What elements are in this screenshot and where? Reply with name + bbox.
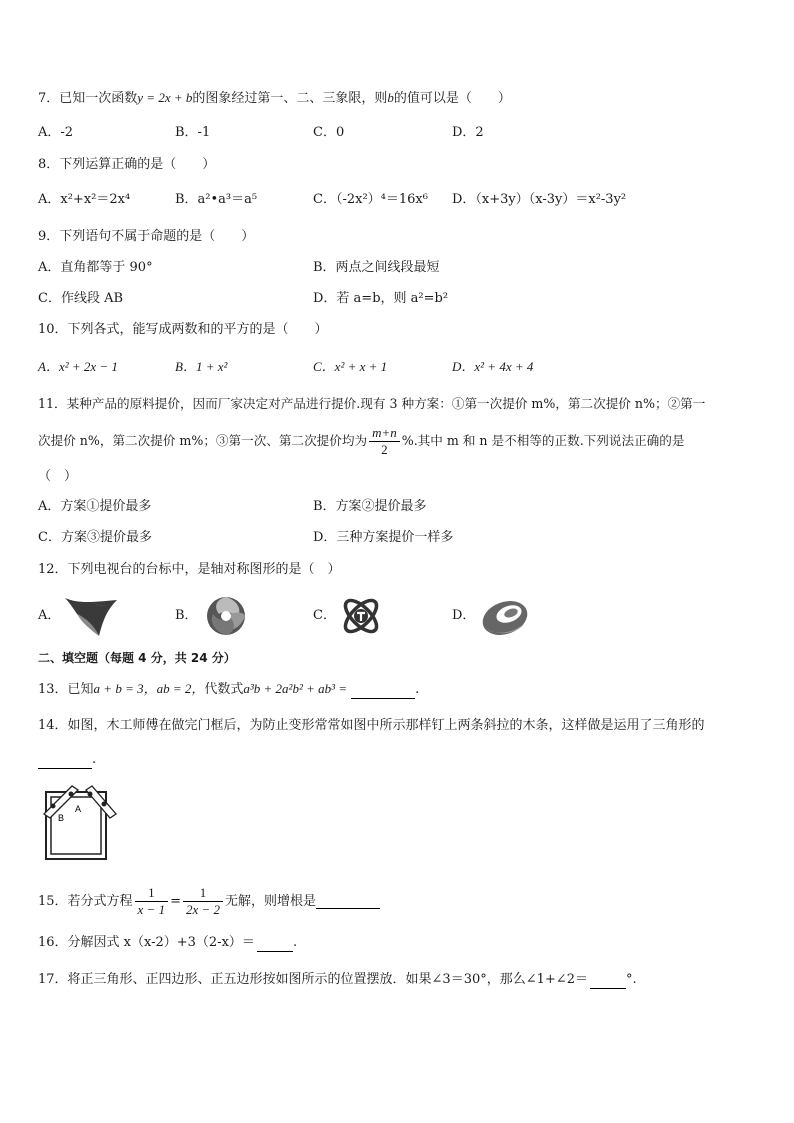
q8-option-b: B．a²•a³＝a⁵ (175, 192, 258, 207)
q9-option-d: D．若 a=b，则 a²=b² (313, 291, 449, 306)
q15-numerator-left: 1 (135, 885, 169, 902)
q17-end: °. (625, 972, 637, 987)
q16-answer-blank[interactable] (257, 937, 293, 952)
q7-variable: b (387, 90, 394, 105)
q11-option-b: B．方案②提价最多 (313, 499, 427, 514)
q7-stem (38, 89, 511, 108)
q8-stem: 8．下列运算正确的是（ ） (38, 157, 216, 172)
q15-numerator-right: 1 (183, 885, 223, 902)
q15-denominator-left: x − 1 (137, 902, 166, 917)
q11-line3: （ ） (38, 469, 78, 484)
q11-line2-pre: 次提价 n%，第二次提价 m%；③第一次、第二次提价均为 (38, 433, 368, 448)
q15-denominator-right: 2x − 2 (186, 902, 221, 917)
q14-answer-blank[interactable] (38, 754, 92, 769)
q15-post: 无解，则增根是 (225, 894, 317, 909)
q12-stem: 12．下列电视台的台标中，是轴对称图形的是（ ） (38, 562, 341, 577)
q8-option-c: C．（-2x²）⁴＝16x⁶ (313, 192, 428, 207)
q7-option-a: A．-2 (38, 125, 74, 140)
door-frame-figure (40, 784, 120, 864)
q15-equals: = (170, 894, 181, 909)
q13-pre: 13．已知 (38, 682, 94, 697)
q12-option-c: C． (313, 608, 336, 623)
q15-pre: 15．若分式方程 (38, 894, 133, 909)
q9-option-c: C．作线段 AB (38, 291, 124, 306)
q11-line2-post: %.其中 m 和 n 是不相等的正数.下列说法正确的是 (401, 433, 685, 448)
q17-answer-blank[interactable] (590, 974, 626, 989)
q10-option-b: B．1 + x² (175, 359, 228, 374)
q7-stem-pre: 7．已知一次函数 (38, 91, 138, 106)
q8-option-d: D．（x+3y）（x-3y）＝x²-3y² (452, 192, 627, 207)
q8-option-a: A．x²+x²＝2x⁴ (38, 192, 131, 207)
q11-option-a: A．方案①提价最多 (38, 499, 152, 514)
q9-option-b: B．两点之间线段最短 (313, 260, 440, 275)
q16-text (38, 934, 297, 952)
q15-answer-blank[interactable] (316, 894, 380, 909)
q17-stem: 17．将正三角形、正四边形、正五边形按如图所示的位置摆放．如果∠3＝30°，那么∠1+∠2＝ (38, 972, 588, 987)
q11-fraction-denominator: 2 (381, 442, 388, 457)
q10-stem: 10．下列各式，能写成两数和的平方的是（ ） (38, 322, 328, 337)
tv-logo-b-icon (203, 594, 249, 638)
section-2-heading: 二、填空题（每题 4 分，共 24 分） (38, 651, 236, 665)
tv-logo-a-icon (63, 594, 121, 638)
q12-option-d: D． (452, 608, 476, 623)
q11-fraction (369, 425, 400, 458)
q7-option-d: D．2 (452, 125, 484, 140)
q15-fraction-right (183, 885, 223, 918)
q10-option-a: A．x² + 2x − 1 (38, 359, 118, 374)
q12-option-b: B． (175, 608, 198, 623)
q14-line2 (38, 751, 96, 769)
q10-option-d: D．x² + 4x + 4 (452, 359, 534, 374)
tv-logo-d-icon (478, 592, 534, 638)
q13-mid: 代数式 (204, 682, 244, 697)
q11-fraction-numerator: m+n (369, 425, 400, 442)
q7-option-b: B．-1 (175, 125, 211, 140)
q13-condition: a + b = 3，ab = 2， (93, 681, 205, 696)
q9-option-a: A．直角都等于 90° (38, 260, 153, 275)
q11-option-c: C．方案③提价最多 (38, 530, 152, 545)
figure-label-b: B (58, 813, 65, 823)
q16-stem: 16．分解因式 x（x-2）+3（2-x）＝ (38, 935, 255, 950)
q7-stem-post: 的值可以是（ ） (393, 91, 511, 106)
tv-logo-c-icon (338, 594, 384, 638)
q10-option-c: C．x² + x + 1 (313, 359, 388, 374)
q14-end: . (92, 752, 97, 767)
q13-text (38, 680, 419, 699)
q13-answer-blank[interactable] (351, 684, 415, 699)
q14-line1: 14．如图，木工师傅在做完门框后，为防止变形常常如图中所示那样钉上两条斜拉的木条，这样做是运用了三角形的 (38, 718, 705, 733)
q12-option-a: A． (38, 608, 61, 623)
q11-option-d: D．三种方案提价一样多 (313, 530, 454, 545)
q7-stem-mid: 的图象经过第一、二、三象限，则 (192, 91, 388, 106)
q11-line1: 11．某种产品的原料提价，因而厂家决定对产品进行提价.现有 3 种方案：①第一次提价 m%，第二次提价 n%；②第一 (38, 396, 706, 411)
q7-option-c: C．0 (313, 125, 345, 140)
q7-function: y = 2x + b (137, 90, 193, 105)
q13-end: . (415, 682, 420, 697)
q15-fraction-left (135, 885, 169, 918)
q16-end: . (292, 935, 298, 950)
q9-stem: 9．下列语句不属于命题的是（ ） (38, 229, 255, 244)
figure-label-a: A (75, 804, 82, 814)
q15-text (38, 883, 380, 921)
q11-line2 (38, 423, 684, 459)
q13-expression: a³b + 2a²b² + ab³ = (243, 681, 348, 696)
q17-text (38, 971, 637, 989)
